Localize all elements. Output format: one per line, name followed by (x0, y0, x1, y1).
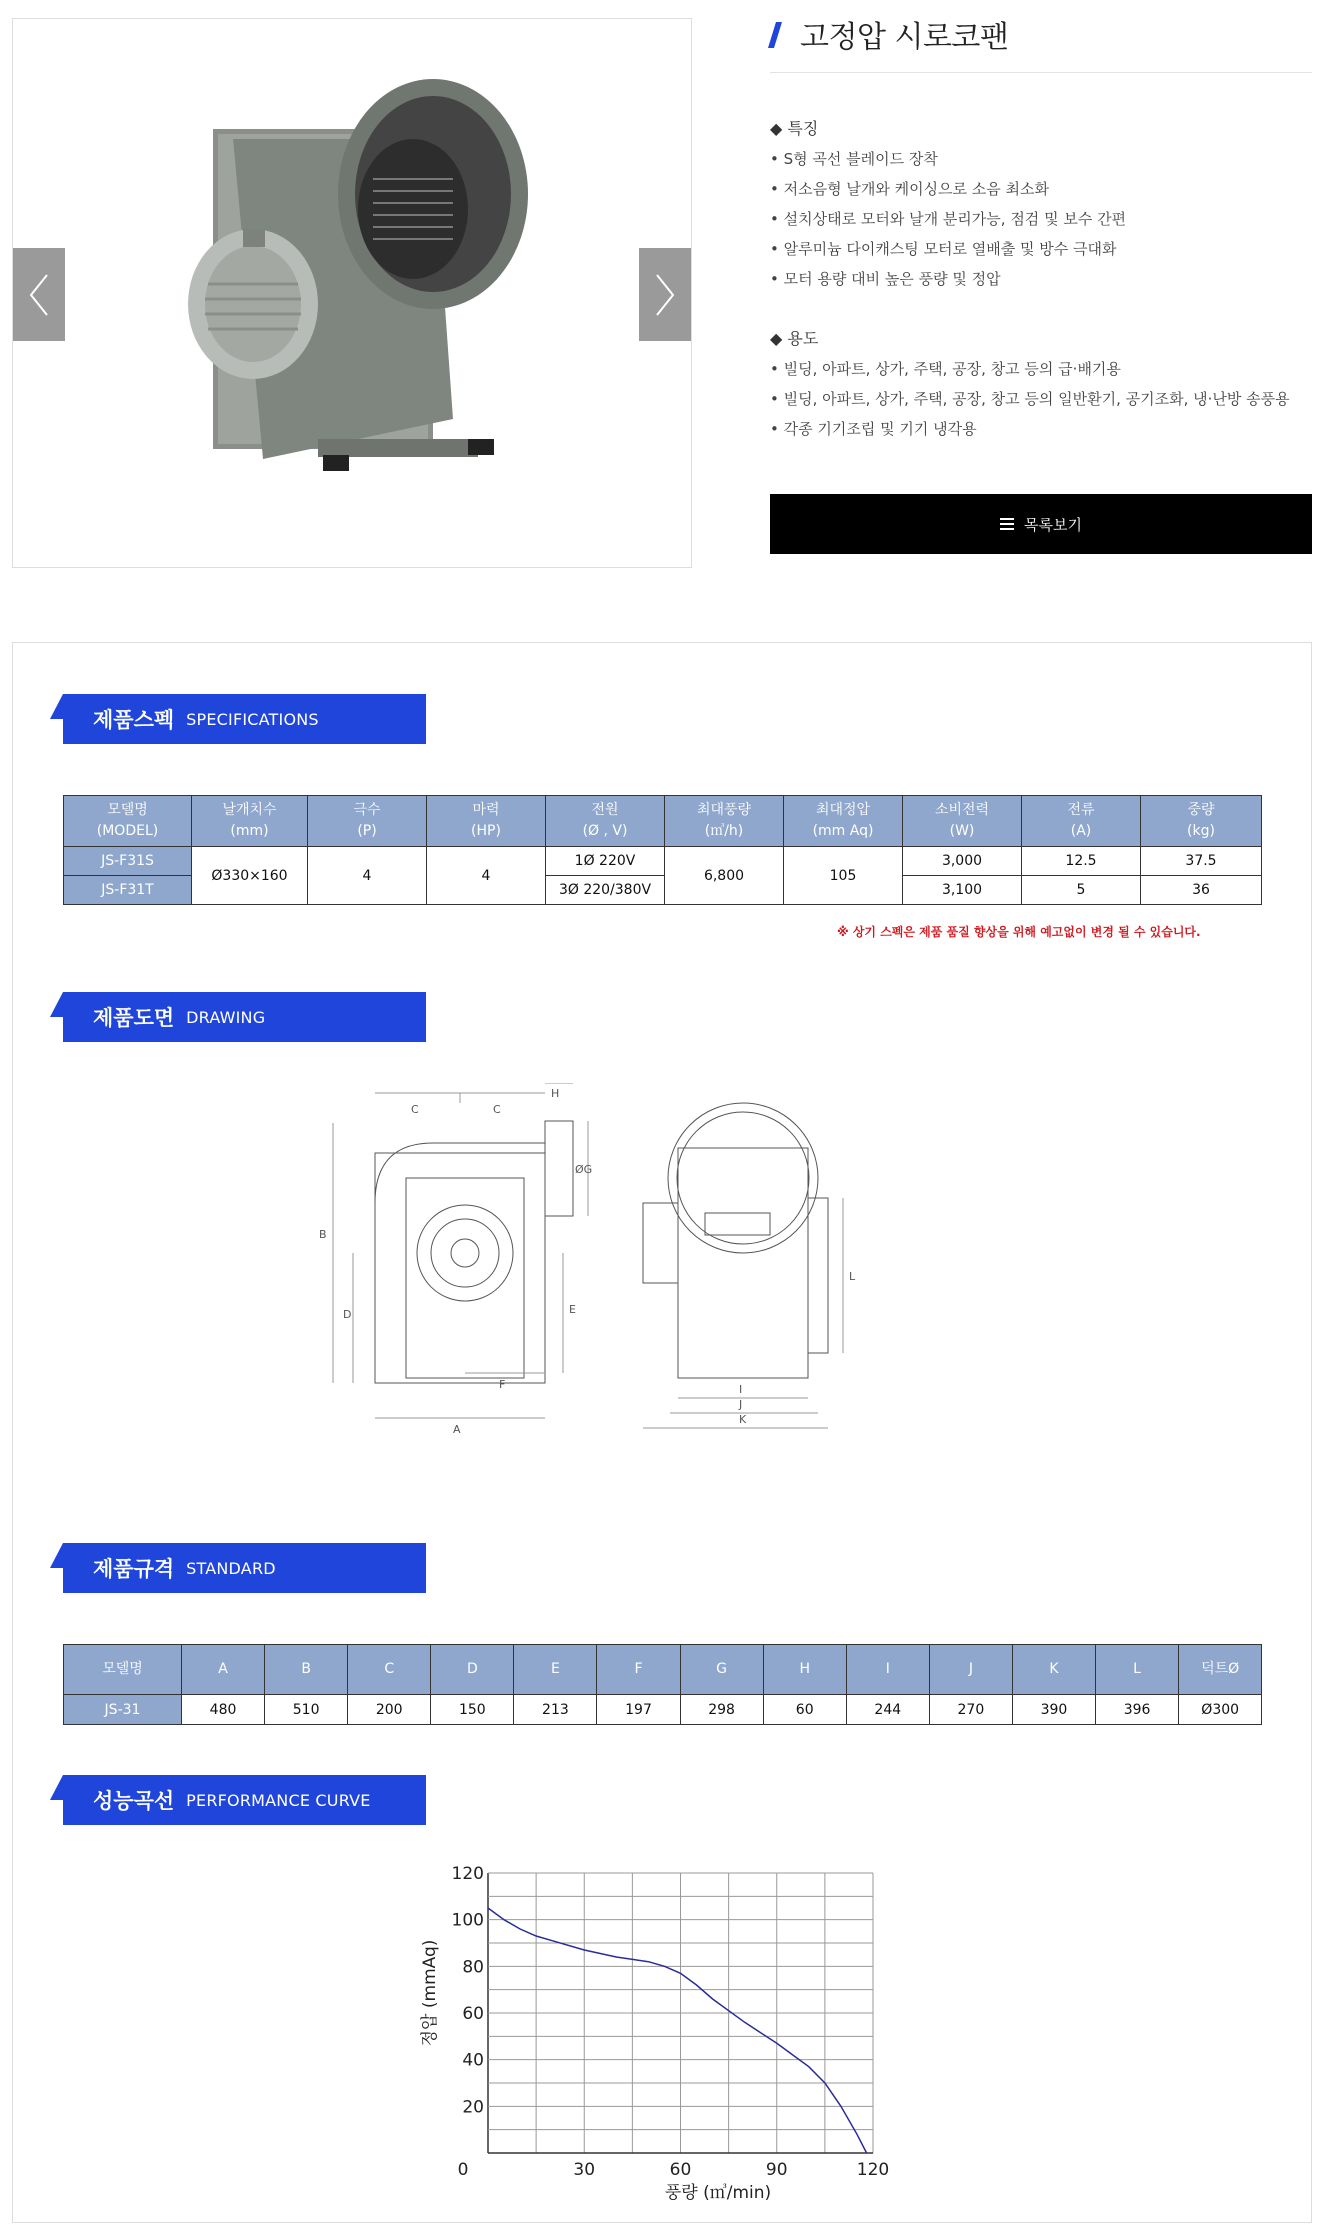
prev-image-button[interactable] (13, 248, 65, 341)
spec-note: ※ 상기 스펙은 제품 품질 향상을 위해 예고없이 변경 될 수 있습니다. (837, 925, 1201, 939)
col-header: 모델명 (MODEL) (64, 796, 192, 847)
use-item: • 빌딩, 아파트, 상가, 주택, 공장, 창고 등의 급·배기용 (770, 360, 1121, 378)
airflow-cell: 6,800 (665, 847, 784, 905)
dim-label-j: J (739, 1398, 743, 1411)
dim-label-d: D (343, 1308, 352, 1321)
y-tick-label: 120 (451, 1864, 484, 1884)
col-header: 덕트Ø (1179, 1645, 1262, 1695)
value-cell: 480 (182, 1695, 265, 1725)
x-tick-label: 90 (765, 2160, 788, 2180)
section-banner-curve (63, 1775, 426, 1825)
poles-cell: 4 (308, 847, 427, 905)
use-item: • 빌딩, 아파트, 상가, 주택, 공장, 창고 등의 일반환기, 공기조화, 냉·난방 송풍용 (770, 390, 1290, 408)
menu-icon (1000, 518, 1014, 530)
use-item: • 각종 기기조립 및 기기 냉각용 (770, 420, 977, 438)
value-cell: Ø300 (1179, 1695, 1262, 1725)
weight-cell: 37.5 (1141, 847, 1262, 876)
section-title-kr: 제품규격 (93, 1557, 175, 1581)
banner-tab (50, 1775, 63, 1800)
x-tick-label: 0 (457, 2160, 469, 2180)
dim-label-f: F (499, 1378, 506, 1391)
col-header: 날개치수 (mm) (192, 796, 308, 847)
col-header: F (597, 1645, 680, 1695)
y-tick-label: 40 (462, 2050, 484, 2071)
section-title-kr: 성능곡선 (93, 1789, 175, 1813)
section-title-kr: 제품스펙 (93, 708, 175, 732)
feature-item: • 설치상태로 모터와 날개 분리가능, 점검 및 보수 간편 (770, 210, 1127, 228)
table-row (64, 1695, 1262, 1725)
page-title: 고정압 시로코팬 (800, 20, 1009, 55)
section-banner-drawing (63, 992, 426, 1042)
hp-cell: 4 (427, 847, 546, 905)
x-tick-label: 60 (669, 2160, 692, 2180)
amp-cell: 5 (1022, 876, 1141, 905)
chart-y-label: 정압 (mmAq) (420, 1939, 440, 2047)
x-tick-label: 30 (573, 2160, 596, 2180)
col-header: D (431, 1645, 514, 1695)
col-header: C (348, 1645, 431, 1695)
list-view-button[interactable] (770, 494, 1312, 554)
dim-label-k: K (739, 1413, 747, 1426)
dim-label-e: E (569, 1303, 576, 1316)
section-title-en: PERFORMANCE CURVE (186, 1790, 371, 1810)
performance-chart (413, 1863, 933, 2203)
value-cell: 270 (929, 1695, 1012, 1725)
col-header: 소비전력 (W) (903, 796, 1022, 847)
weight-cell: 36 (1141, 876, 1262, 905)
col-header: A (182, 1645, 265, 1695)
section-title-en: DRAWING (186, 1007, 266, 1027)
y-tick-label: 60 (462, 2004, 484, 2024)
col-header: H (763, 1645, 846, 1695)
chevron-left-icon (27, 273, 51, 317)
value-cell: 396 (1096, 1695, 1179, 1725)
watt-cell: 3,000 (903, 847, 1022, 876)
value-cell: 200 (348, 1695, 431, 1725)
section-banner-specs (63, 694, 426, 744)
value-cell: 298 (680, 1695, 763, 1725)
dim-label-a: A (453, 1423, 461, 1436)
chart-series-line (488, 1908, 867, 2153)
banner-tab (50, 694, 63, 719)
dim-label-h: H (551, 1087, 560, 1100)
banner-tab (50, 992, 63, 1017)
section-title-en: SPECIFICATIONS (186, 709, 319, 729)
table-header-row (64, 1645, 1262, 1695)
y-tick-label: 100 (451, 1910, 484, 1931)
product-photo (13, 19, 693, 569)
dim-label-l: L (849, 1270, 856, 1283)
value-cell: 244 (846, 1695, 929, 1725)
power-cell: 1Ø 220V (546, 847, 665, 876)
detail-panel (12, 642, 1312, 2223)
x-tick-label: 120 (856, 2160, 890, 2180)
power-cell: 3Ø 220/380V (546, 876, 665, 905)
chart-x-label: 풍량 (㎥/min) (664, 2183, 772, 2203)
col-header: 최대풍량 (㎥/h) (665, 796, 784, 847)
value-cell: 150 (431, 1695, 514, 1725)
features-heading: ◆ 특징 (770, 119, 819, 138)
col-header: B (265, 1645, 348, 1695)
col-header: 최대정압 (mm Aq) (784, 796, 903, 847)
y-tick-label: 80 (462, 1957, 484, 1978)
section-title-kr: 제품도면 (93, 1006, 175, 1030)
blade-cell: Ø330×160 (192, 847, 308, 905)
value-cell: 60 (763, 1695, 846, 1725)
col-header: 전원 (Ø , V) (546, 796, 665, 847)
model-cell: JS-F31S (64, 847, 192, 876)
chevron-right-icon (653, 273, 677, 317)
col-header: 마력 (HP) (427, 796, 546, 847)
value-cell: 213 (514, 1695, 597, 1725)
chart-ticks (452, 1864, 890, 2180)
spec-table (63, 795, 1262, 905)
col-header: 전류 (A) (1022, 796, 1141, 847)
col-header: G (680, 1645, 763, 1695)
col-header: E (514, 1645, 597, 1695)
standard-table (63, 1644, 1262, 1725)
dim-label-b: B (319, 1228, 327, 1241)
model-cell: JS-31 (64, 1695, 182, 1725)
section-title-en: STANDARD (186, 1558, 276, 1578)
title-divider (770, 72, 1312, 73)
title-slash-icon (768, 22, 782, 48)
section-banner-standard (63, 1543, 426, 1593)
dim-label-c2: C (493, 1103, 501, 1116)
col-header: J (929, 1645, 1012, 1695)
banner-tab (50, 1543, 63, 1568)
feature-item: • 알루미늄 다이캐스팅 모터로 열배출 및 방수 극대화 (770, 240, 1117, 258)
value-cell: 510 (265, 1695, 348, 1725)
dim-label-c1: C (411, 1103, 419, 1116)
product-drawing (313, 1083, 1033, 1443)
feature-item: • 모터 용량 대비 높은 풍량 및 정압 (770, 270, 1001, 288)
table-header-row (64, 796, 1262, 847)
col-header: K (1012, 1645, 1095, 1695)
list-view-label: 목록보기 (1024, 515, 1082, 534)
dim-label-g: ØG (575, 1163, 593, 1176)
pressure-cell: 105 (784, 847, 903, 905)
model-cell: JS-F31T (64, 876, 192, 905)
dim-label-i: I (739, 1383, 743, 1396)
uses-heading: ◆ 용도 (770, 329, 819, 348)
col-header: 모델명 (64, 1645, 182, 1695)
value-cell: 390 (1012, 1695, 1095, 1725)
col-header: 극수 (P) (308, 796, 427, 847)
feature-item: • 저소음형 날개와 케이싱으로 소음 최소화 (770, 180, 1050, 198)
table-row (64, 847, 1262, 876)
col-header: I (846, 1645, 929, 1695)
amp-cell: 12.5 (1022, 847, 1141, 876)
watt-cell: 3,100 (903, 876, 1022, 905)
feature-item: • S형 곡선 블레이드 장착 (770, 150, 938, 168)
value-cell: 197 (597, 1695, 680, 1725)
chart-grid (488, 1873, 873, 2153)
next-image-button[interactable] (639, 248, 691, 341)
col-header: L (1096, 1645, 1179, 1695)
y-tick-label: 20 (462, 2097, 484, 2118)
col-header: 중량 (kg) (1141, 796, 1262, 847)
product-photo-frame (12, 18, 692, 568)
